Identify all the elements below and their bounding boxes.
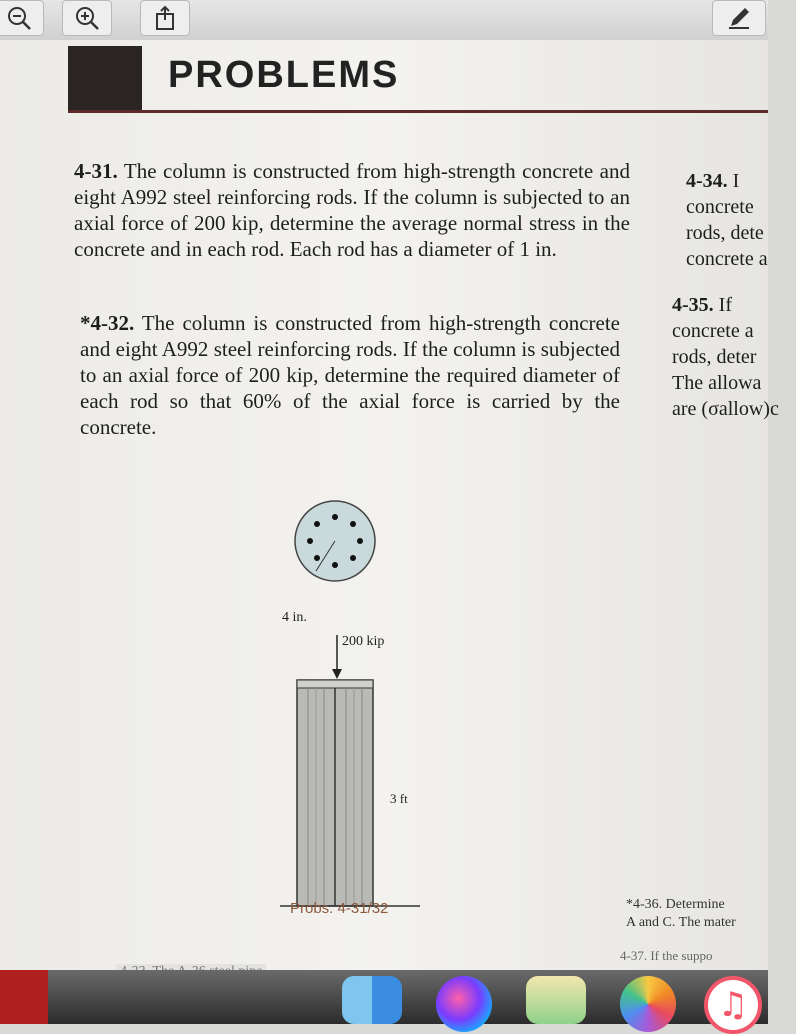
problem-text: The column is constructed from high-strength concrete and eight A992 steel reinforcing rods. If the column is subjected to an axial force of 200 kip, determine the required diameter of each rod so that 60% of the axial force is carried by the concrete. xyxy=(80,311,620,439)
document-page[interactable] xyxy=(0,40,779,970)
problem-4-31 xyxy=(74,158,630,262)
figure-caption: Probs. 4-31/32 xyxy=(290,900,389,917)
load-arrowhead xyxy=(332,669,342,679)
problem-number: 4-37. xyxy=(620,948,648,963)
header-rule xyxy=(68,110,768,113)
page-title: PROBLEMS xyxy=(168,54,400,96)
header-block xyxy=(68,46,142,112)
photos-icon[interactable] xyxy=(620,976,676,1032)
dock-edge xyxy=(0,970,48,1024)
problem-number: *4-36. xyxy=(626,897,663,912)
problem-number: *4-32. xyxy=(80,311,135,335)
load-label: 200 kip xyxy=(342,634,385,649)
side-line: rods, deter xyxy=(672,346,757,368)
dock xyxy=(0,970,768,1024)
side-line: The allowa xyxy=(672,372,762,394)
height-label: 3 ft xyxy=(390,791,408,806)
column-cross-section xyxy=(295,501,375,581)
problem-4-37 xyxy=(620,948,770,964)
radius-label: 4 in. xyxy=(282,610,307,625)
finder-icon[interactable] xyxy=(342,976,402,1024)
side-line: A and C. The mater xyxy=(626,915,736,930)
problem-number: 4-34. xyxy=(686,170,728,192)
side-line: concrete a xyxy=(686,248,768,270)
side-line: concrete a xyxy=(672,320,754,342)
side-line: are (σallow)c xyxy=(672,398,779,420)
problem-4-34 xyxy=(686,168,796,272)
problem-number: 4-35. xyxy=(672,294,714,316)
side-line: If the suppo xyxy=(650,948,713,963)
problem-4-36 xyxy=(626,896,776,932)
side-line: I xyxy=(732,170,740,192)
problem-4-35 xyxy=(672,292,782,422)
side-line: concrete xyxy=(686,196,754,218)
music-icon[interactable]: ♫ xyxy=(704,976,762,1034)
zoom-in-icon[interactable] xyxy=(62,0,112,36)
maps-icon[interactable] xyxy=(526,976,586,1024)
siri-icon[interactable] xyxy=(436,976,492,1032)
pen-icon[interactable] xyxy=(712,0,766,36)
side-line: rods, dete xyxy=(686,222,764,244)
toolbar xyxy=(0,0,768,42)
problem-number: 4-31. xyxy=(74,159,118,183)
side-line: If xyxy=(718,294,732,316)
column-figure xyxy=(250,495,450,895)
problem-4-32 xyxy=(80,310,620,440)
problem-text: The column is constructed from high-strength concrete and eight A992 steel reinforcing rods. If the column is subjected to an axial force of 200 kip, determine the average normal stress in the concrete and in each rod. Each rod has a diameter of 1 in. xyxy=(74,159,630,261)
share-icon[interactable] xyxy=(140,0,190,36)
side-line: Determine xyxy=(665,897,725,912)
zoom-out-icon[interactable] xyxy=(0,0,44,36)
column-body xyxy=(297,680,373,906)
